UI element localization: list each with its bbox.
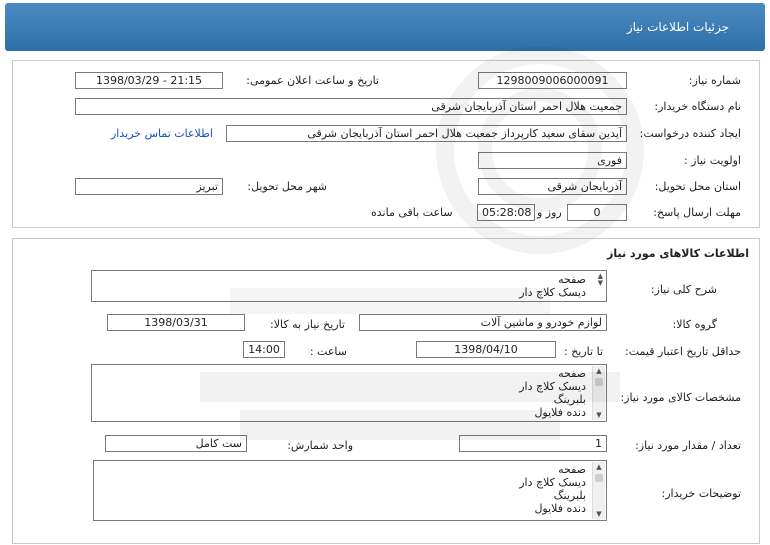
deadline-label: مهلت ارسال پاسخ: — [653, 206, 741, 219]
requester-field: آیدین سقای سعید کارپرداز جمعیت هلال احمر استان آذربایجان شرقی — [226, 125, 627, 142]
until-date-field: 1398/04/10 — [416, 341, 556, 358]
hour-label: ساعت : — [309, 345, 347, 358]
general-desc-line: دیسک کلاچ دار — [519, 286, 586, 299]
city-field: تبریز — [75, 178, 223, 195]
need-date-field: 1398/03/31 — [107, 314, 245, 331]
scroll-thumb[interactable] — [595, 474, 603, 482]
count-label: تعداد / مقدار مورد نیاز: — [635, 439, 741, 452]
province-label: استان محل تحویل: — [654, 180, 741, 193]
requester-label: ایجاد کننده درخواست: — [639, 127, 741, 140]
province-field: آذربایجان شرقی — [478, 178, 627, 195]
scroll-down-icon[interactable]: ▼ — [596, 411, 602, 419]
buyer-org-label: نام دستگاه خریدار: — [654, 100, 741, 113]
specs-line: دنده فلایول — [534, 406, 586, 419]
time-left-field: 05:28:08 — [477, 204, 535, 221]
unit-field: ست کامل — [105, 435, 247, 452]
need-number-field: 1298009006000091 — [478, 72, 627, 89]
general-desc-label: شرح کلی نیاز: — [650, 283, 717, 296]
need-date-label: تاریخ نیاز به کالا: — [270, 318, 345, 331]
specs-line: صفحه — [558, 367, 586, 380]
scroll-down-icon[interactable]: ▼ — [596, 510, 602, 518]
days-unit-label: روز و — [537, 206, 562, 219]
buyer-contact-link[interactable]: اطلاعات تماس خریدار — [111, 127, 213, 140]
spin-arrows-icon[interactable]: ▲ ▼ — [597, 272, 603, 287]
announce-label: تاریخ و ساعت اعلان عمومی: — [246, 74, 379, 87]
priority-field: فوری — [478, 152, 627, 169]
buyer-org-field: جمعیت هلال احمر استان آذربایجان شرقی — [75, 98, 627, 115]
specs-label: مشخصات کالای مورد نیاز: — [620, 391, 741, 404]
city-label: شهر محل تحویل: — [247, 180, 327, 193]
page-title: جزئیات اطلاعات نیاز — [626, 20, 729, 34]
announce-field: 1398/03/29 - 21:15 — [75, 72, 223, 89]
scroll-thumb[interactable] — [595, 378, 603, 386]
buyer-notes-line: دنده فلایول — [534, 502, 586, 515]
hour-field: 14:00 — [243, 341, 285, 358]
count-field: 1 — [459, 435, 607, 452]
buyer-notes-label: توضیحات خریدار: — [661, 487, 741, 500]
general-desc-field — [91, 270, 607, 302]
need-number-label: شماره نیاز: — [688, 74, 741, 87]
page-header — [5, 3, 765, 51]
specs-line: دیسک کلاچ دار — [519, 380, 586, 393]
scroll-up-icon[interactable]: ▲ — [596, 367, 602, 375]
specs-line: بلبرینگ — [553, 393, 586, 406]
group-field: لوازم خودرو و ماشین آلات — [359, 314, 607, 331]
goods-section-title: اطلاعات کالاهای مورد نیاز — [607, 247, 749, 260]
buyer-notes-line: صفحه — [558, 463, 586, 476]
time-left-suffix: ساعت باقی مانده — [371, 206, 453, 219]
buyer-notes-field — [93, 460, 607, 521]
unit-label: واحد شمارش: — [287, 439, 353, 452]
specs-field — [91, 364, 607, 422]
buyer-notes-scrollbar[interactable] — [592, 462, 605, 519]
buyer-notes-line: بلبرینگ — [553, 489, 586, 502]
group-label: گروه کالا: — [672, 318, 717, 331]
buyer-notes-line: دیسک کلاچ دار — [519, 476, 586, 489]
scroll-up-icon[interactable]: ▲ — [596, 463, 602, 471]
need-info-panel — [12, 60, 760, 228]
priority-label: اولویت نیاز : — [683, 154, 741, 167]
days-field: 0 — [567, 204, 627, 221]
goods-panel — [12, 238, 760, 544]
specs-scrollbar[interactable] — [592, 366, 605, 420]
until-date-label: تا تاریخ : — [564, 345, 603, 358]
validity-label: حداقل تاریخ اعتبار قیمت: — [625, 345, 741, 358]
general-desc-line: صفحه — [558, 273, 586, 286]
